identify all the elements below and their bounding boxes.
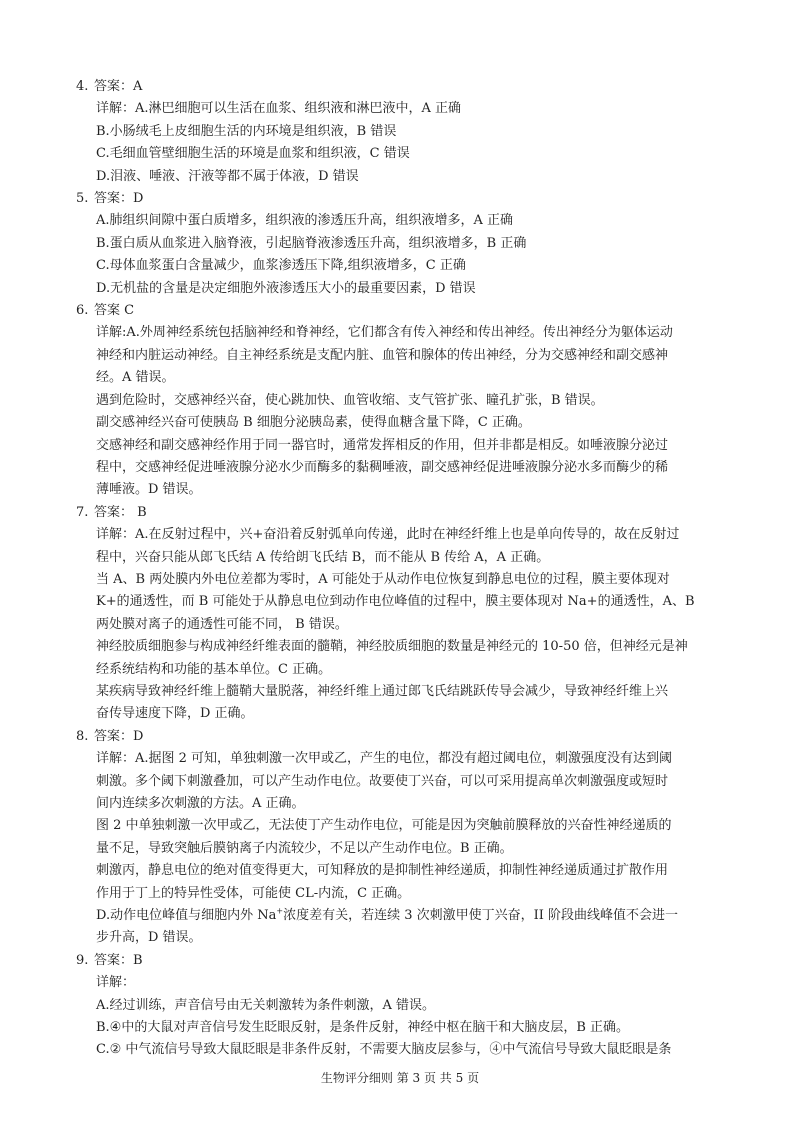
answer-label: 答案：D (94, 728, 144, 744)
question-header (0, 950, 800, 972)
explanation-line: 程中，兴奋只能从郎飞氏结 A 传给朗飞氏结 B，而不能从 B 传给 A，A 正确。 (96, 549, 550, 565)
explanation-paragraph (0, 748, 800, 815)
question-header (0, 76, 800, 98)
explanation-line: 间内连续多次刺激的方法。A 正确。 (96, 796, 305, 811)
explanation-line: A.肺组织间隙中蛋白质增多，组织液的渗透压升高，组织液增多，A 正确 (96, 213, 514, 229)
explanation-paragraph (0, 860, 800, 905)
question-header (0, 726, 800, 748)
explanation-line: C.② 中气流信号导致大鼠眨眼是非条件反射，不需要大脑皮层参与，④中气流信号导致大鼠眨眼是条 (96, 1042, 672, 1058)
explanation-line: D.无机盐的含量是决定细胞外液渗透压大小的最重要因素，D 错误 (96, 280, 476, 296)
answer-label: 答案 C (94, 303, 135, 319)
explanation-line (96, 905, 728, 927)
explanation-line: 交感神经和副交感神经作用于同一器官时，通常发挥相反的作用，但并非都是相反。如唾液腺分泌过 (96, 437, 669, 453)
question-4 (0, 76, 800, 188)
explanation-line: 副交感神经兴奋可使胰岛 B 细胞分泌胰岛素，使得血糖含量下降，C 正确。 (96, 415, 531, 431)
question-number: 8. (76, 728, 89, 744)
text-segment: 浓度差有关，若连续 3 次刺激甲使丁兴奋，II 阶段曲线峰值不会进一 (283, 908, 679, 924)
question-number: 6. (76, 303, 89, 319)
explanation-line: D.泪液、唾液、汗液等都不属于体液，D 错误 (96, 168, 359, 184)
explanation-paragraph (0, 435, 800, 502)
explanation-line: 神经和内脏运动神经。自主神经系统是支配内脏、血管和腺体的传出神经，分为交感神经和副交感神 (96, 347, 669, 363)
explanation-line: K+的通透性，而 B 可能处于从静息电位到动作电位峰值的过程中，膜主要体现对 Na+的通透性，A、B (96, 594, 695, 610)
superscript-plus: + (276, 906, 284, 916)
explanation-line: A.经过训练，声音信号由无关刺激转为条件刺激，A 错误。 (96, 997, 436, 1013)
explanation-line: B.蛋白质从血浆进入脑脊液，引起脑脊液渗透压升高，组织液增多，B 正确 (96, 235, 527, 251)
explanation-paragraph (0, 681, 800, 726)
answer-label: 答案： B (94, 504, 147, 520)
question-9 (0, 950, 800, 1062)
question-8 (0, 726, 800, 950)
explanation-line: C.毛细血管壁细胞生活的环境是血浆和组织液，C 错误 (96, 146, 410, 162)
explanation-line: B.小肠绒毛上皮细胞生活的内环境是组织液，B 错误 (96, 123, 397, 139)
explanation-line: 奋传导速度下降，D 正确。 (96, 706, 254, 722)
question-header (0, 502, 800, 524)
explanation-line: 两处膜对离子的通透性可能不同， B 错误。 (96, 616, 348, 632)
explanation-paragraph (0, 636, 800, 681)
explanation-line: 某疾病导致神经纤维上髓鞘大量脱落，神经纤维上通过郎飞氏结跳跃传导会减少，导致神经纤维上兴 (96, 683, 669, 699)
explanation-line: 刺激。多个阈下刺激叠加，可以产生动作电位。故要使丁兴奋，可以可采用提高单次刺激强度或短时 (96, 773, 669, 789)
explanation-line: B.④中的大鼠对声音信号发生眨眼反射，是条件反射，神经中枢在脑干和大脑皮层，B 正确。 (96, 1020, 630, 1036)
explanation-paragraph (0, 412, 800, 434)
explanation-line: 经。A 错误。 (96, 370, 175, 386)
explanation-line: 作用于丁上的特异性受体，可能使 CL-内流，C 正确。 (96, 885, 411, 901)
explanation-line: 神经胶质细胞参与构成神经纤维表面的髓鞘，神经胶质细胞的数量是神经元的 10-50 倍，但神经元是神 (96, 639, 688, 655)
answer-label: 答案：A (94, 79, 143, 94)
question-number: 5. (76, 191, 89, 207)
explanation-line: 刺激丙，静息电位的绝对值变得更大，可知释放的是抑制性神经递质，抑制性神经递质通过扩散作用 (96, 863, 669, 879)
text-segment: D.动作电位峰值与细胞内外 Na (96, 908, 277, 924)
question-number: 7. (76, 504, 89, 520)
explanation-line: C.母体血浆蛋白含量减少，血浆渗透压下降,组织液增多，C 正确 (96, 258, 466, 274)
question-7 (0, 502, 800, 726)
explanation-paragraph (0, 390, 800, 412)
explanation-paragraph (0, 569, 800, 636)
answer-label: 答案：B (94, 952, 143, 968)
question-number: 4. (76, 79, 89, 94)
question-header (0, 300, 800, 322)
explanation-line: 当 A、B 两处膜内外电位差都为零时，A 可能处于从动作电位恢复到静息电位的过程，膜主要体现对 (96, 571, 670, 587)
explanation-line: 程中，交感神经促进唾液腺分泌水少而酶多的黏稠唾液，副交感神经促进唾液腺分泌水多而酶少的稀 (96, 459, 669, 475)
explanation-line: 详解:A.外周神经系统包括脑神经和脊神经，它们都含有传入神经和传出神经。传出神经分为躯体运动 (96, 325, 673, 341)
explanation-line: 步升高，D 错误。 (96, 930, 202, 946)
question-6 (0, 300, 800, 502)
explanation-line: 详解：A.据图 2 可知，单独刺激一次甲或乙，产生的电位，都没有超过阈电位，刺激强度没有达到阈 (96, 751, 673, 767)
explanation-paragraph (0, 815, 800, 860)
question-number: 9. (76, 952, 89, 968)
explanation-line: 详解：A.淋巴细胞可以生活在血浆、组织液和淋巴液中，A 正确 (96, 101, 462, 117)
answer-content (0, 76, 800, 1062)
explanation-line: 详解： (96, 975, 136, 991)
explanation-line: 薄唾液。D 错误。 (96, 482, 202, 498)
question-5 (0, 188, 800, 300)
answer-label: 答案：D (94, 191, 144, 207)
explanation-line: 遇到危险时，交感神经兴奋，使心跳加快、血管收缩、支气管扩张、瞳孔扩张，B 错误。 (96, 392, 604, 408)
explanation-paragraph (0, 322, 800, 389)
explanation-line: 详解：A.在反射过程中，兴+奋沿着反射弧单向传递，此时在神经纤维上也是单向传导的，故在反射过 (96, 527, 680, 543)
page-footer: 生物评分细则 第 3 页 共 5 页 (320, 1071, 480, 1085)
question-header (0, 188, 800, 210)
explanation-line: 经系统结构和功能的基本单位。C 正确。 (96, 661, 332, 677)
explanation-line: 量不足，导致突触后膜钠离子内流较少，不足以产生动作电位。B 正确。 (96, 840, 513, 856)
explanation-paragraph (0, 524, 800, 569)
explanation-paragraph (0, 905, 800, 950)
explanation-line: 图 2 中单独刺激一次甲或乙，无法使丁产生动作电位，可能是因为突触前膜释放的兴奋性神经递质的 (96, 818, 672, 834)
